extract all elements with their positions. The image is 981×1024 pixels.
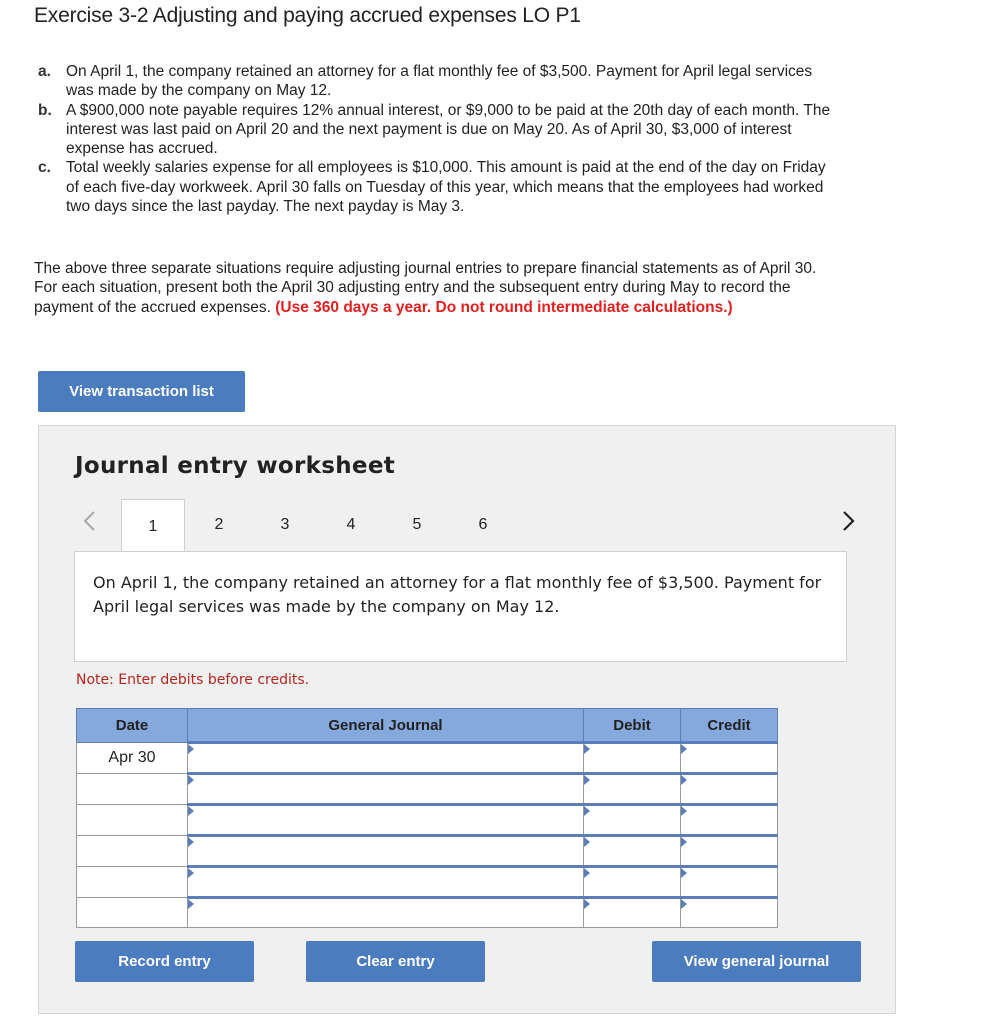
date-cell bbox=[77, 867, 188, 898]
dropdown-marker-icon bbox=[188, 744, 194, 754]
account-select[interactable] bbox=[188, 867, 584, 898]
credit-input[interactable] bbox=[681, 743, 778, 774]
dropdown-marker-icon bbox=[681, 806, 687, 816]
previous-tab-chevron-left-icon[interactable] bbox=[79, 506, 99, 536]
situation-text: A $900,000 note payable requires 12% annual interest, or $9,000 to be paid at the 20th day of each month. The interest was last paid on April 20 and the next payment is due on May 20. As of April 30, $3,000 of interest expense has accrued. bbox=[66, 101, 831, 158]
situation-letter: c. bbox=[38, 159, 51, 177]
credit-input[interactable] bbox=[681, 836, 778, 867]
instructions-text: The above three separate situations require adjusting journal entries to prepare financial statements as of April 30. For each situation, present both the April 30 adjusting entry and the subsequent entry during May to record the payment of the accrued expenses. bbox=[34, 260, 817, 316]
dropdown-marker-icon bbox=[584, 899, 590, 909]
date-cell bbox=[77, 805, 188, 836]
credit-input[interactable] bbox=[681, 805, 778, 836]
tab-2[interactable]: 2 bbox=[214, 516, 224, 533]
dropdown-marker-icon bbox=[188, 868, 194, 878]
debit-input[interactable] bbox=[584, 774, 681, 805]
table-row bbox=[77, 743, 778, 774]
next-tab-chevron-right-icon[interactable] bbox=[839, 506, 859, 536]
table-row bbox=[77, 805, 778, 836]
journal-table bbox=[76, 708, 778, 928]
debit-input[interactable] bbox=[584, 898, 681, 928]
dropdown-marker-icon bbox=[681, 744, 687, 754]
date-cell bbox=[77, 774, 188, 805]
situation-letter: a. bbox=[38, 63, 51, 80]
tab-5[interactable]: 5 bbox=[412, 516, 422, 533]
credit-input[interactable] bbox=[681, 867, 778, 898]
worksheet-title: Journal entry worksheet bbox=[75, 453, 396, 479]
dropdown-marker-icon bbox=[681, 899, 687, 909]
situation-item-c bbox=[38, 158, 838, 216]
dropdown-marker-icon bbox=[188, 837, 194, 847]
dropdown-marker-icon bbox=[188, 775, 194, 785]
date-cell: Apr 30 bbox=[77, 743, 188, 774]
date-header: Date bbox=[77, 709, 188, 743]
clear-entry-button[interactable]: Clear entry bbox=[306, 941, 485, 982]
table-row bbox=[77, 898, 778, 928]
instructions bbox=[34, 259, 834, 317]
situation-text: On April 1, the company retained an attorney for a flat monthly fee of $3,500. Payment for April legal services was made by the company on May 12. bbox=[66, 63, 813, 100]
account-select[interactable] bbox=[188, 774, 584, 805]
transaction-description: On April 1, the company retained an attorney for a flat monthly fee of $3,500. Payment for April legal services was made by the company on May 12. bbox=[74, 551, 847, 662]
dropdown-marker-icon bbox=[681, 868, 687, 878]
tab-4[interactable]: 4 bbox=[346, 516, 356, 533]
situation-letter: b. bbox=[38, 101, 52, 119]
debit-header: Debit bbox=[584, 709, 681, 743]
dropdown-marker-icon bbox=[584, 806, 590, 816]
instructions-emphasis: (Use 360 days a year. Do not round intermediate calculations.) bbox=[275, 298, 733, 316]
account-select[interactable] bbox=[188, 836, 584, 867]
dropdown-marker-icon bbox=[584, 775, 590, 785]
account-select[interactable] bbox=[188, 743, 584, 774]
situation-item-b bbox=[38, 101, 838, 159]
journal-entry-worksheet bbox=[38, 425, 896, 1014]
tab-1[interactable]: 1 bbox=[121, 499, 185, 553]
debit-input[interactable] bbox=[584, 743, 681, 774]
account-select[interactable] bbox=[188, 805, 584, 836]
debit-input[interactable] bbox=[584, 867, 681, 898]
situation-text: Total weekly salaries expense for all employees is $10,000. This amount is paid at the end of the day on Friday of each five-day workweek. April 30 falls on Tuesday of this year, which means that the employees had worked two days since the last payday. The next payday is May 3. bbox=[66, 159, 826, 216]
table-row bbox=[77, 774, 778, 805]
credit-input[interactable] bbox=[681, 774, 778, 805]
exercise-title: Exercise 3-2 Adjusting and paying accrued expenses LO P1 bbox=[34, 4, 581, 27]
tab-6[interactable]: 6 bbox=[478, 516, 488, 533]
dropdown-marker-icon bbox=[584, 837, 590, 847]
journal-header-row bbox=[77, 709, 778, 743]
debit-input[interactable] bbox=[584, 836, 681, 867]
credit-input[interactable] bbox=[681, 898, 778, 928]
table-row bbox=[77, 836, 778, 867]
tab-3[interactable]: 3 bbox=[280, 516, 290, 533]
date-cell bbox=[77, 836, 188, 867]
view-general-journal-button[interactable]: View general journal bbox=[652, 941, 861, 982]
table-row bbox=[77, 867, 778, 898]
general-journal-header: General Journal bbox=[188, 709, 584, 743]
dropdown-marker-icon bbox=[188, 806, 194, 816]
credit-header: Credit bbox=[681, 709, 778, 743]
dropdown-marker-icon bbox=[188, 899, 194, 909]
dropdown-marker-icon bbox=[681, 775, 687, 785]
dropdown-marker-icon bbox=[584, 744, 590, 754]
record-entry-button[interactable]: Record entry bbox=[75, 941, 254, 982]
dropdown-marker-icon bbox=[584, 868, 590, 878]
view-transaction-list-button[interactable]: View transaction list bbox=[38, 371, 245, 412]
dropdown-marker-icon bbox=[681, 837, 687, 847]
situation-list bbox=[38, 62, 838, 216]
account-select[interactable] bbox=[188, 898, 584, 928]
debit-input[interactable] bbox=[584, 805, 681, 836]
situation-item-a bbox=[38, 62, 838, 101]
entry-note: Note: Enter debits before credits. bbox=[76, 672, 310, 688]
date-cell bbox=[77, 898, 188, 928]
